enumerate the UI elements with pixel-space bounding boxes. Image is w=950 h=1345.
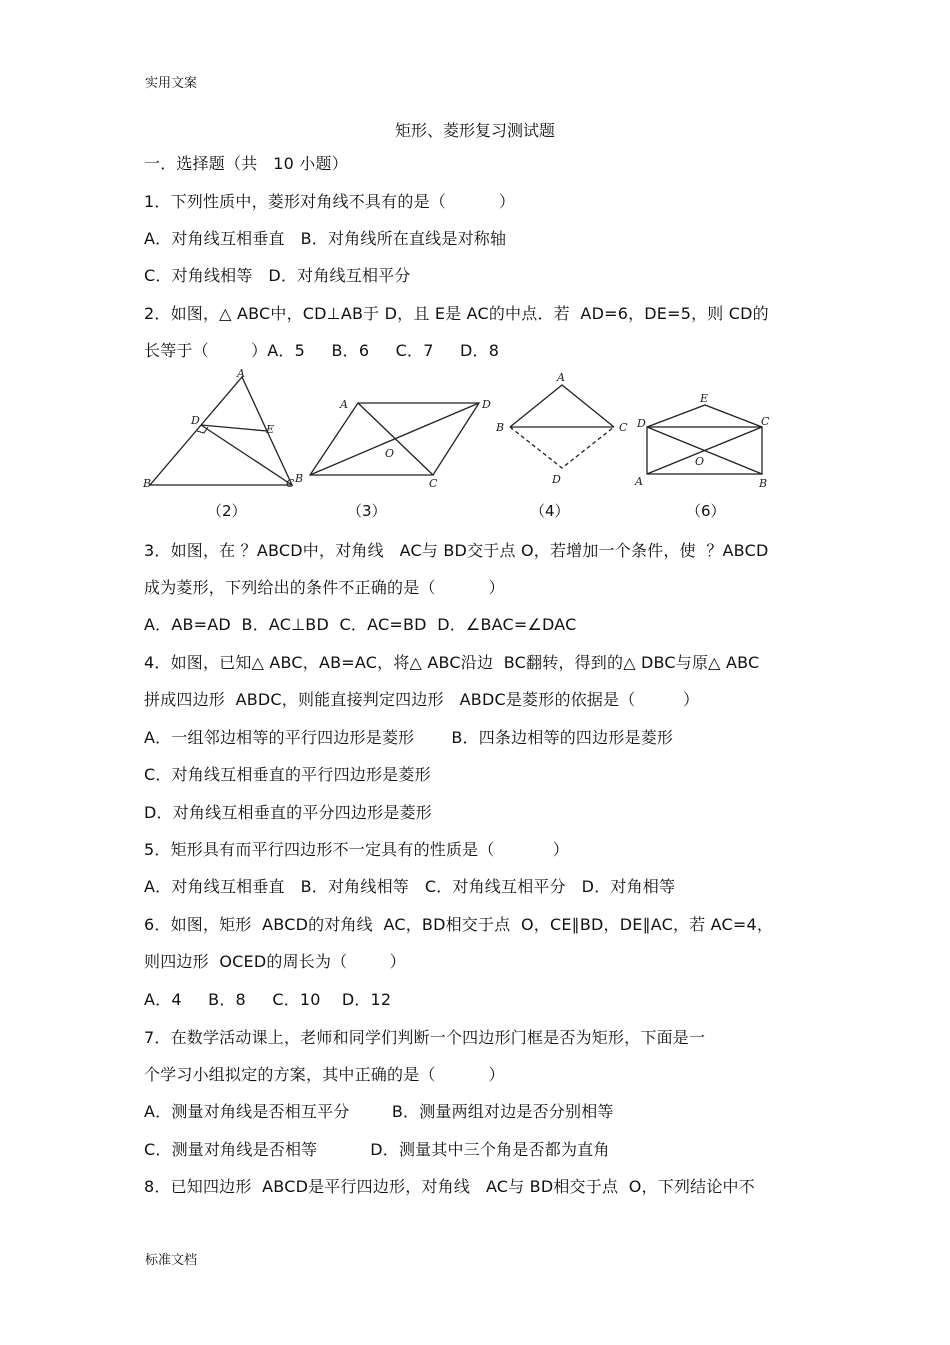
geometry-figures <box>140 365 800 490</box>
question-2-cont: 长等于（ ）A．5 B．6 C．7 D．8 <box>144 341 500 360</box>
question-8: 8．已知四边形 ABCD是平行四边形，对角线 AC与 BD相交于点 O，下列结论中不 <box>144 1177 755 1196</box>
fig4-label-c: C <box>619 421 628 434</box>
question-7: 7．在数学活动课上，老师和同学们判断一个四边形门框是否为矩形，下面是一 <box>144 1028 706 1047</box>
fig2-label-c: C <box>286 477 295 490</box>
figures-row <box>140 365 800 490</box>
fig2-label-a: A <box>237 367 245 380</box>
page-header: 实用文案 <box>145 76 198 91</box>
question-6-cont: 则四边形 OCED的周长为（ ） <box>144 952 406 971</box>
question-3-cont: 成为菱形，下列给出的条件不正确的是（ ） <box>144 578 505 597</box>
question-5: 5．矩形具有而平行四边形不一定具有的性质是（ ） <box>144 840 569 859</box>
fig3-label-a: A <box>340 398 348 411</box>
q5-options: A．对角线互相垂直 B．对角线相等 C．对角线互相平分 D．对角相等 <box>144 877 676 896</box>
q7-options-cd: C．测量对角线是否相等 D．测量其中三个角是否都为直角 <box>144 1140 610 1159</box>
fig4-label-d: D <box>552 473 561 486</box>
question-6: 6．如图，矩形 ABCD的对角线 AC，BD相交于点 O，CE∥BD，DE∥AC，若 AC=4， <box>144 915 774 934</box>
fig6-label-o: O <box>695 455 705 468</box>
question-4-cont: 拼成四边形 ABDC，则能直接判定四边形 ABDC是菱形的依据是（ ） <box>144 690 700 709</box>
q3-options: A．AB=AD B．AC⊥BD C．AC=BD D．∠BAC=∠DAC <box>144 615 577 634</box>
q1-options-ab: A．对角线互相垂直 B．对角线所在直线是对称轴 <box>144 229 507 248</box>
figure-3-parallelogram <box>310 403 479 475</box>
figure-4-rhombus <box>510 385 614 468</box>
fig2-label-d: D <box>191 414 200 427</box>
fig6-label-e: E <box>700 392 709 405</box>
figure-6-rectangle <box>647 405 762 474</box>
fig6-label-c: C <box>761 415 770 428</box>
q4-option-c: C．对角线互相垂直的平行四边形是菱形 <box>144 765 431 784</box>
fig6-label-b: B <box>759 477 768 490</box>
question-1: 1．下列性质中，菱形对角线不具有的是（ ） <box>144 192 516 211</box>
question-7-cont: 个学习小组拟定的方案，其中正确的是（ ） <box>144 1065 505 1084</box>
fig3-label-c: C <box>429 477 438 490</box>
q1-options-cd: C．对角线相等 D．对角线互相平分 <box>144 266 411 285</box>
fig4-label-b: B <box>496 421 505 434</box>
question-2: 2．如图，△ ABC中，CD⊥AB于 D，且 E是 AC的中点．若 AD=6，DE=5，则 CD的 <box>144 304 769 323</box>
section-heading: 一．选择题（共 10 小题） <box>144 154 348 173</box>
fig2-label-b: B <box>143 477 152 490</box>
fig3-label-b: B <box>295 472 304 485</box>
fig3-label-o: O <box>385 447 395 460</box>
q6-options: A．4 B．8 C．10 D．12 <box>144 990 392 1009</box>
caption-fig-6: （6） <box>686 502 726 520</box>
caption-fig-3: （3） <box>347 502 387 520</box>
q4-options-ab: A．一组邻边相等的平行四边形是菱形 B．四条边相等的四边形是菱形 <box>144 728 674 747</box>
caption-fig-2: （2） <box>207 502 247 520</box>
q7-options-ab: A．测量对角线是否相互平分 B．测量两组对边是否分别相等 <box>144 1102 614 1121</box>
fig6-label-d: D <box>637 417 646 430</box>
question-3: 3．如图，在 ？ABCD中，对角线 AC与 BD交于点 O，若增加一个条件，使 ？ABCD <box>144 541 769 560</box>
question-4: 4．如图，已知△ ABC，AB=AC，将△ ABC沿边 BC翻转，得到的△ DBC与原△ ABC <box>144 653 760 672</box>
fig6-label-a: A <box>635 475 643 488</box>
caption-fig-4: （4） <box>530 502 570 520</box>
fig2-label-e: E <box>266 423 275 436</box>
fig4-label-a: A <box>557 371 565 384</box>
page-footer: 标准文档 <box>145 1253 198 1268</box>
page-title: 矩形、菱形复习测试题 <box>394 121 555 140</box>
fig3-label-d: D <box>482 398 491 411</box>
q4-option-d: D．对角线互相垂直的平分四边形是菱形 <box>144 803 432 822</box>
